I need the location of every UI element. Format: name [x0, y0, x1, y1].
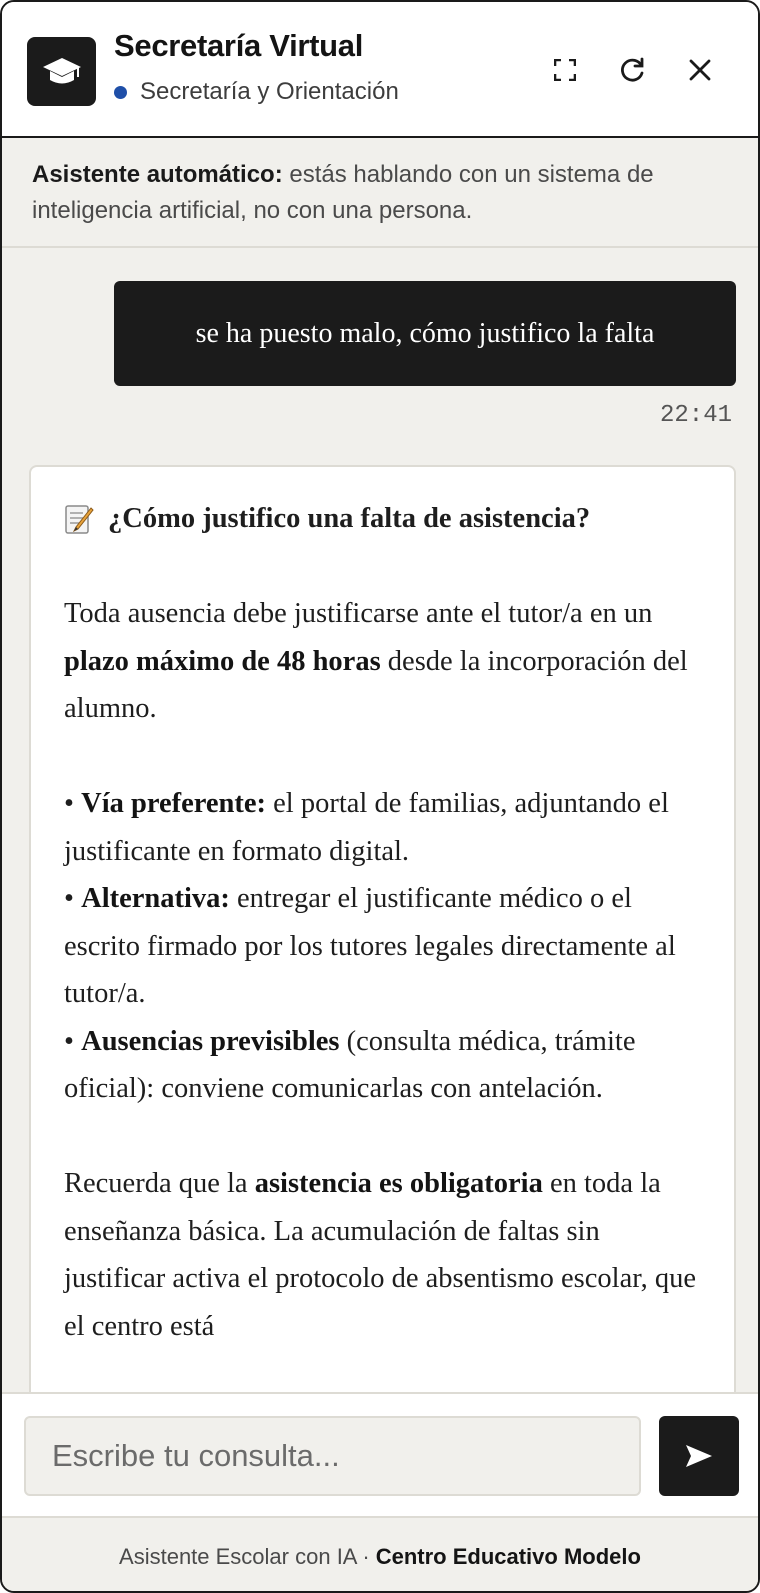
logo: [27, 37, 96, 106]
text-run: Toda ausencia debe justificarse ante el tutor/a en un: [64, 598, 653, 629]
text-run-bold: asistencia es obligatoria: [254, 1168, 543, 1199]
graduation-cap-icon: [42, 56, 82, 88]
user-message: [114, 281, 736, 386]
memo-icon: [64, 503, 94, 535]
ai-disclaimer: [2, 138, 758, 248]
bullet-item: • Vía preferente: el portal de familias, adjuntando el justificante en formato digital.: [64, 788, 669, 867]
disclaimer-text: estás hablando con un sistema de inteligencia artificial, no con una persona.: [32, 161, 654, 224]
bullet-text: entregar el justificante médico o el escrito firmado por los tutores legales directamente al tutor/a.: [64, 883, 676, 1009]
close-button[interactable]: [682, 52, 718, 88]
assistant-heading-text: ¿Cómo justifico una falta de asistencia?: [108, 503, 591, 534]
send-button[interactable]: [659, 1416, 739, 1496]
status-dot: [114, 86, 127, 99]
composer: [2, 1392, 758, 1516]
refresh-button[interactable]: [614, 52, 650, 88]
user-message-text: se ha puesto malo, cómo justifico la falta: [195, 317, 655, 349]
footer-text: Asistente Escolar con IA ·: [119, 1543, 370, 1569]
bullet-text: el portal de familias, adjuntando el justificante en formato digital.: [64, 788, 669, 867]
assistant-paragraph-2: [64, 1160, 704, 1350]
bullet-label: Ausencias previsibles: [81, 1025, 340, 1057]
bullet-item: • Ausencias previsibles (consulta médica, trámite oficial): conviene comunicarlas con antelación.: [64, 1025, 636, 1104]
assistant-heading: [64, 495, 704, 543]
send-arrow-icon: [685, 1444, 713, 1468]
bullet-text: (consulta médica, trámite oficial): conviene comunicarlas con antelación.: [64, 1025, 636, 1104]
close-icon: [688, 58, 712, 82]
chat-header: [2, 2, 758, 138]
expand-button[interactable]: [547, 52, 583, 88]
chat-title: Secretaría Virtual: [114, 28, 364, 63]
text-run: Recuerda que la: [64, 1168, 255, 1199]
text-run: desde la incorporación del alumno.: [64, 645, 688, 724]
message-timestamp: 22:41: [659, 402, 732, 429]
expand-icon: [554, 59, 576, 81]
bullet-label: Alternativa:: [81, 883, 230, 914]
text-run: en toda la enseñanza básica. La acumulación de faltas sin justificar activa el protocolo de absentismo escolar, que el centro está: [64, 1168, 696, 1342]
message-input[interactable]: [24, 1416, 641, 1496]
subtitle-row: [114, 78, 399, 106]
footer: [2, 1516, 758, 1593]
bullet-label: Vía preferente:: [81, 788, 267, 819]
disclaimer-label: Asistente automático:: [32, 161, 283, 188]
assistant-paragraph-1: [64, 590, 704, 733]
refresh-icon: [618, 56, 646, 84]
text-run-bold: plazo máximo de 48 horas: [64, 645, 381, 677]
bullet-item: • Alternativa: entregar el justificante médico o el escrito firmado por los tutores legales directamente al tutor/a.: [64, 883, 676, 1009]
chat-subtitle: Secretaría y Orientación: [140, 78, 399, 105]
footer-org: Centro Educativo Modelo: [375, 1543, 641, 1569]
assistant-message: [29, 465, 736, 1425]
